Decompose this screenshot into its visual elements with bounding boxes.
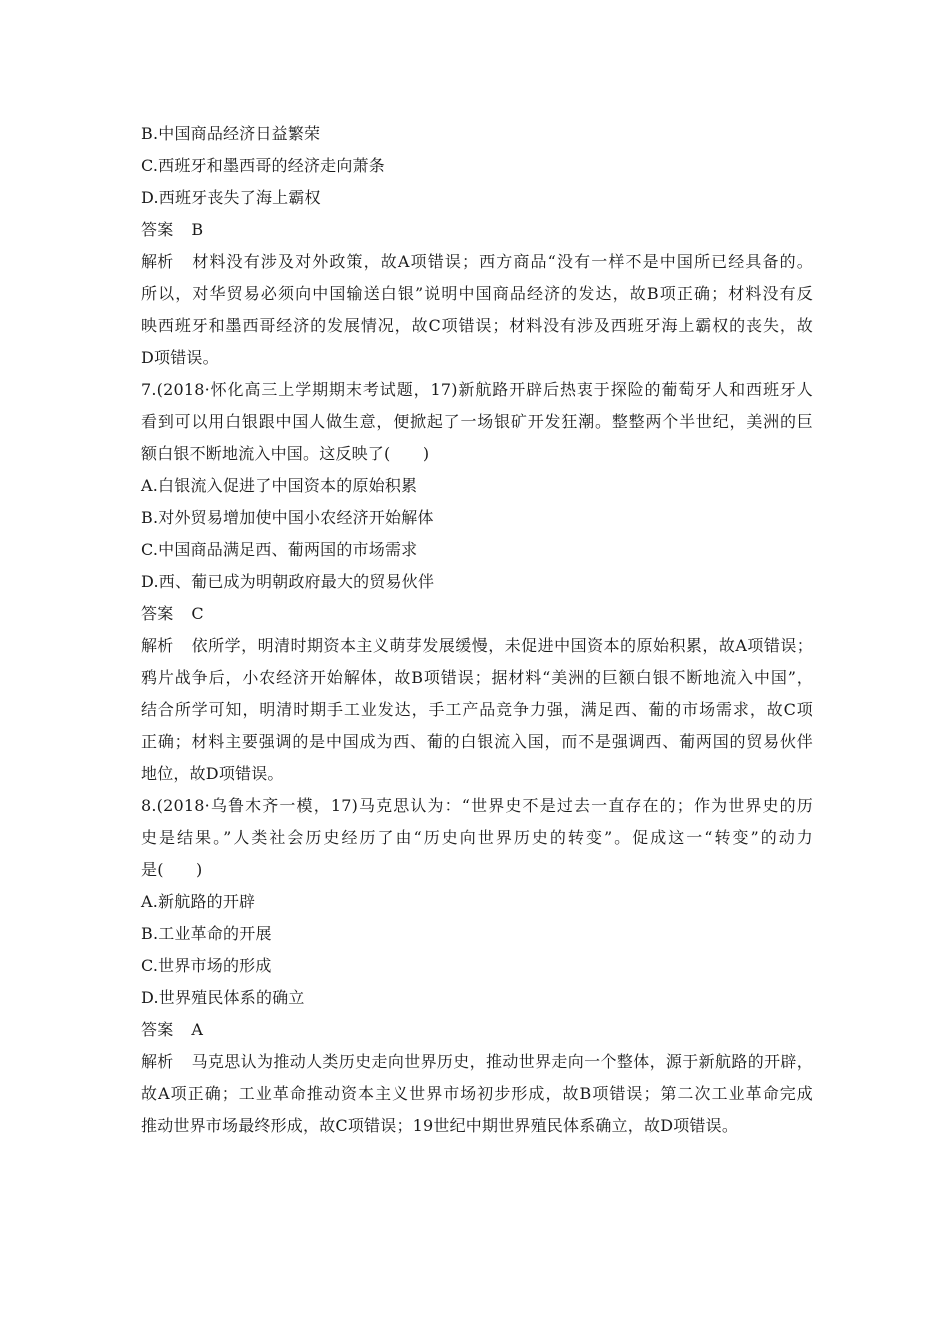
- q7-analysis-line: 地位，故D项错误。: [141, 764, 284, 783]
- document-page: [141, 118, 813, 1142]
- analysis-label: 解析: [141, 1052, 174, 1071]
- q7-option-b: B.对外贸易增加使中国小农经济开始解体: [141, 508, 434, 527]
- q8-option-d: D.世界殖民体系的确立: [141, 988, 305, 1007]
- q6-analysis-line: 解析 材料没有涉及对外政策，故A项错误；西方商品“没有一样不是中国所已经具备的。: [141, 246, 813, 278]
- answer-value: C: [191, 604, 204, 623]
- analysis-label: 解析: [141, 252, 174, 271]
- q8-analysis-line: 推动世界市场最终形成，故C项错误；19世纪中期世界殖民体系确立，故D项错误。: [141, 1116, 739, 1135]
- answer-value: A: [191, 1020, 204, 1039]
- answer-value: B: [191, 220, 204, 239]
- q8-answer: [141, 1014, 813, 1046]
- q8-stem-line: 是( ): [141, 860, 203, 879]
- q6-option-c: C.西班牙和墨西哥的经济走向萧条: [141, 156, 385, 175]
- q8-option-c: C.世界市场的形成: [141, 956, 272, 975]
- q6-analysis-line: D项错误。: [141, 348, 219, 367]
- q6-analysis-line: 映西班牙和墨西哥经济的发展情况，故C项错误；材料没有涉及西班牙海上霸权的丧失，故: [141, 316, 813, 335]
- q7-analysis-line: 结合所学可知，明清时期手工业发达，手工产品竞争力强，满足西、葡的市场需求，故C项: [141, 700, 813, 719]
- q6-analysis-line: 所以，对华贸易必须向中国输送白银”说明中国商品经济的发达，故B项正确；材料没有反: [141, 284, 813, 303]
- answer-label: 答案: [141, 220, 174, 239]
- q7-analysis-line: 鸦片战争后，小农经济开始解体，故B项错误；据材料“美洲的巨额白银不断地流入中国”，: [141, 668, 813, 687]
- q7-answer: [141, 598, 813, 630]
- answer-label: 答案: [141, 604, 174, 623]
- q8-analysis-line: 解析 马克思认为推动人类历史走向世界历史，推动世界走向一个整体，源于新航路的开辟，: [141, 1046, 813, 1078]
- q7-option-c: C.中国商品满足西、葡两国的市场需求: [141, 540, 418, 559]
- q6-answer: [141, 214, 813, 246]
- analysis-label: 解析: [141, 636, 174, 655]
- q7-stem-line: 看到可以用白银跟中国人做生意，便掀起了一场银矿开发狂潮。整整两个半世纪，美洲的巨: [141, 412, 813, 431]
- q8-option-b: B.工业革命的开展: [141, 924, 272, 943]
- q6-option-d: D.西班牙丧失了海上霸权: [141, 188, 321, 207]
- q7-analysis-line: 正确；材料主要强调的是中国成为西、葡的白银流入国，而不是强调西、葡两国的贸易伙伴: [141, 732, 813, 751]
- q8-option-a: A.新航路的开辟: [141, 892, 256, 911]
- q7-option-d: D.西、葡已成为明朝政府最大的贸易伙伴: [141, 572, 435, 591]
- q7-option-a: A.白银流入促进了中国资本的原始积累: [141, 476, 418, 495]
- q8-analysis-line: 故A项正确；工业革命推动资本主义世界市场初步形成，故B项错误；第二次工业革命完成: [141, 1084, 813, 1103]
- q6-option-b: B.中国商品经济日益繁荣: [141, 124, 321, 143]
- q8-stem-line: 8.(2018·乌鲁木齐一模，17)马克思认为：“世界史不是过去一直存在的；作为世界史的历: [141, 796, 813, 815]
- q8-stem-line: 史是结果。”人类社会历史经历了由“历史向世界历史的转变”。促成这一“转变”的动力: [141, 828, 813, 847]
- answer-label: 答案: [141, 1020, 174, 1039]
- q7-analysis-line: 解析 依所学，明清时期资本主义萌芽发展缓慢，未促进中国资本的原始积累，故A项错误；: [141, 630, 813, 662]
- q7-stem-line: 7.(2018·怀化高三上学期期末考试题，17)新航路开辟后热衷于探险的葡萄牙人和西班牙人: [141, 380, 813, 399]
- q7-stem-line: 额白银不断地流入中国。这反映了( ): [141, 444, 430, 463]
